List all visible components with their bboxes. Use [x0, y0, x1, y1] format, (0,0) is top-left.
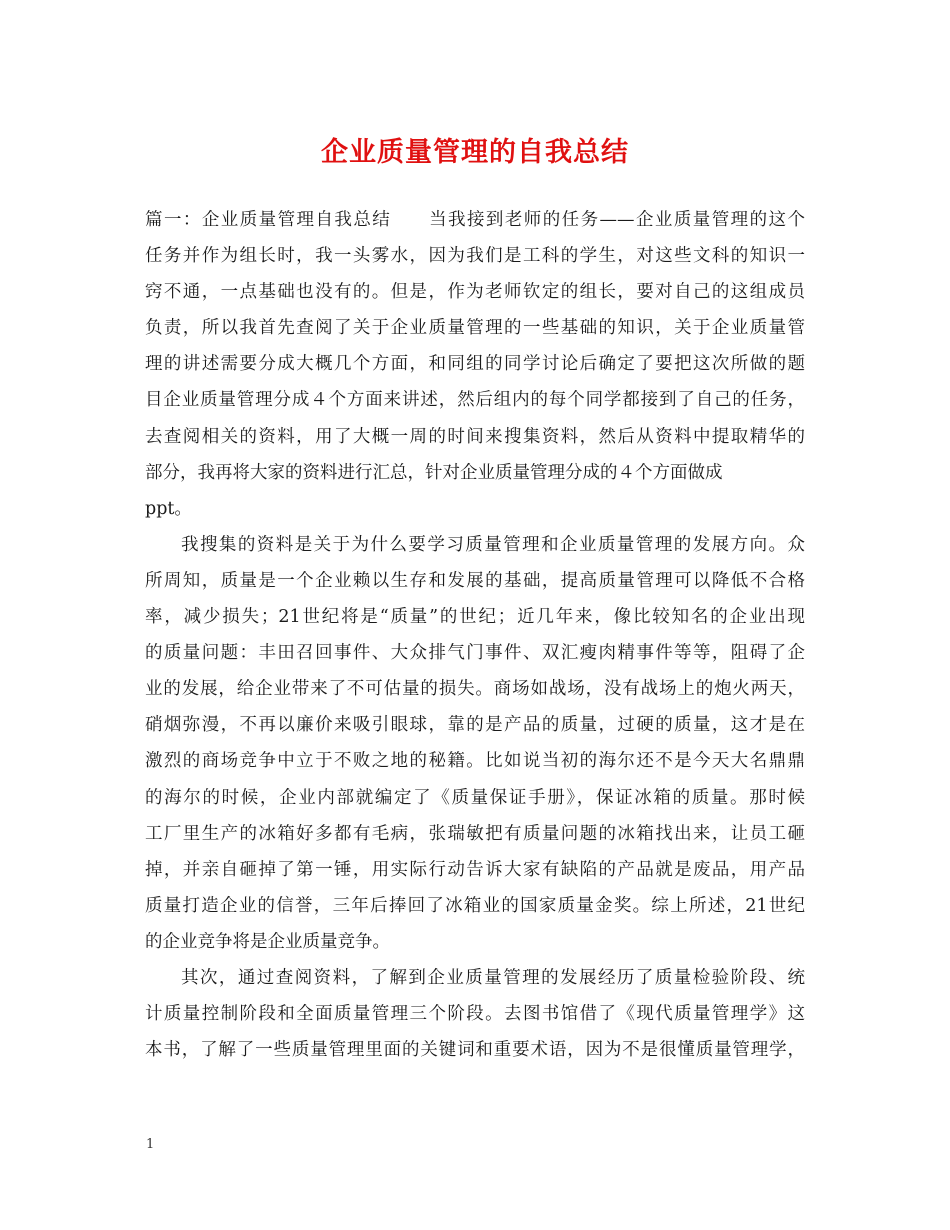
body-line: 的企业竞争将是企业质量竞争。	[145, 931, 390, 952]
body-line: 的质量问题：丰田召回事件、大众排气门事件、双汇瘦肉精事件等等，阻碍了企	[145, 643, 805, 664]
body-line: 硝烟弥漫，不再以廉价来吸引眼球，靠的是产品的质量，过硬的质量，这才是在	[145, 715, 805, 736]
body-line: 业的发展，给企业带来了不可估量的损失。商场如战场，没有战场上的炮火两天，	[145, 679, 805, 700]
document-title: 企业质量管理的自我总结	[321, 137, 629, 168]
body-line: 激烈的商场竞争中立于不败之地的秘籍。比如说当初的海尔还不是今天大名鼎鼎	[145, 751, 805, 772]
body-line: 任务并作为组长时，我一头雾水，因为我们是工科的学生，对这些文科的知识一	[145, 246, 805, 267]
body-line: 其次，通过查阅资料，了解到企业质量管理的发展经历了质量检验阶段、统	[181, 967, 805, 988]
body-line: 去查阅相关的资料，用了大概一周的时间来搜集资料，然后从资料中提取精华的	[145, 426, 805, 447]
body-line: 目企业质量管理分成４个方面来讲述，然后组内的每个同学都接到了自己的任务，	[145, 390, 805, 411]
body-line: 篇一：企业质量管理自我总结 当我接到老师的任务——企业质量管理的这个	[145, 210, 805, 230]
document-body	[145, 202, 805, 1068]
body-line: 率，减少损失；21世纪将是“质量”的世纪；近几年来，像比较知名的企业出现	[145, 607, 805, 628]
body-line: 我搜集的资料是关于为什么要学习质量管理和企业质量管理的发展方向。众	[181, 534, 805, 555]
body-line: 掉，并亲自砸掉了第一锤，用实际行动告诉大家有缺陷的产品就是废品，用产品	[145, 859, 805, 880]
page-number: 1	[146, 1137, 155, 1152]
body-line: 的海尔的时候，企业内部就编定了《质量保证手册》，保证冰箱的质量。那时候	[145, 787, 805, 808]
body-line: 所周知，质量是一个企业赖以生存和发展的基础，提高质量管理可以降低不合格	[145, 570, 805, 591]
body-line: 计质量控制阶段和全面质量管理三个阶段。去图书馆借了《现代质量管理学》这	[145, 1004, 805, 1025]
body-line: 负责，所以我首先查阅了关于企业质量管理的一些基础的知识，关于企业质量管	[145, 318, 805, 339]
body-line: 窍不通，一点基础也没有的。但是，作为老师钦定的组长，要对自己的这组成员	[145, 282, 805, 303]
body-line: 本书，了解了一些质量管理里面的关键词和重要术语，因为不是很懂质量管理学，	[145, 1040, 805, 1061]
body-line: ppt。	[145, 498, 192, 519]
body-line: 工厂里生产的冰箱好多都有毛病，张瑞敏把有质量问题的冰箱找出来，让员工砸	[145, 823, 805, 844]
body-line: 理的讲述需要分成大概几个方面，和同组的同学讨论后确定了要把这次所做的题	[145, 354, 805, 375]
body-line: 质量打造企业的信誉，三年后捧回了冰箱业的国家质量金奖。综上所述，21世纪	[145, 895, 805, 916]
body-line: 部分，我再将大家的资料进行汇总，针对企业质量管理分成的４个方面做成	[145, 462, 723, 483]
